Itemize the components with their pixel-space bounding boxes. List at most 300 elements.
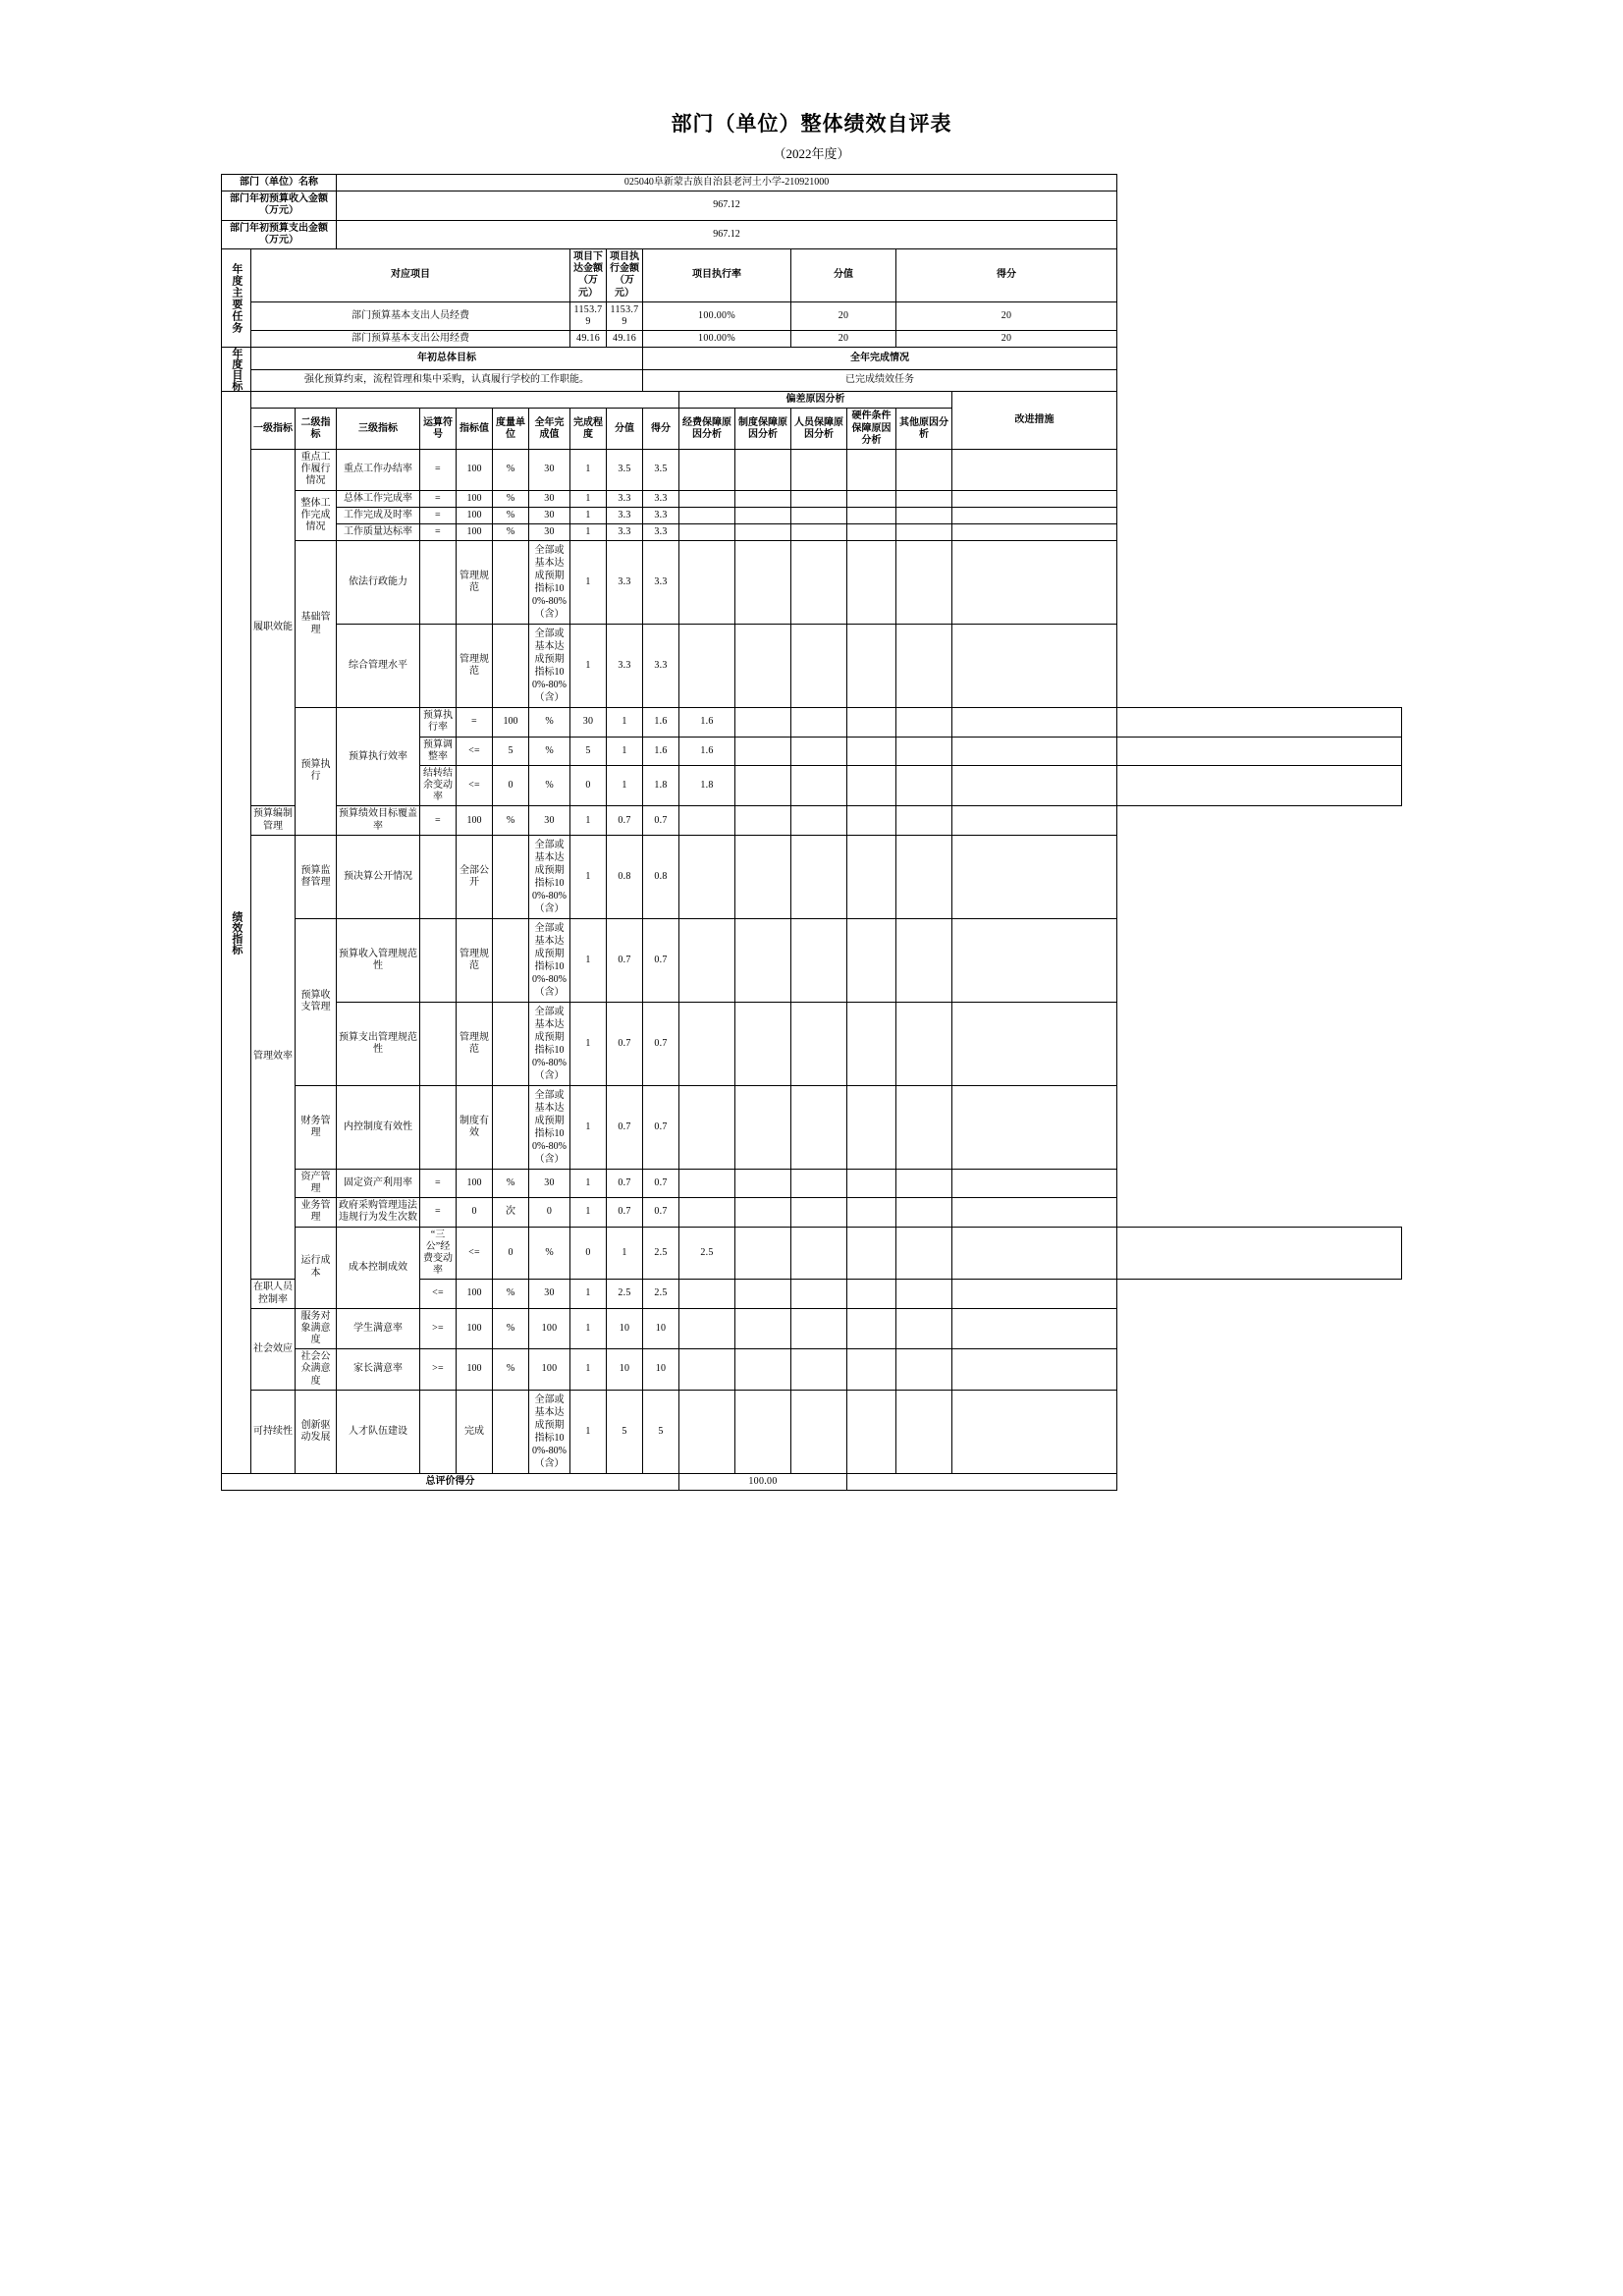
col-operator: 运算符号 <box>420 409 457 450</box>
deviation-funding-cell <box>679 490 735 507</box>
deviation-hardware-cell <box>847 1280 896 1308</box>
indicator-operator: <= <box>457 1227 493 1280</box>
indicator-target-value: 100 <box>457 1280 493 1308</box>
deviation-funding-cell <box>679 541 735 625</box>
indicator-score-value: 0.8 <box>607 835 643 918</box>
indicator-target-value: 100 <box>493 708 529 737</box>
deviation-staff-cell <box>791 835 847 918</box>
deviation-system-cell <box>791 765 847 806</box>
indicator-unit <box>493 835 529 918</box>
indicator-operator: = <box>420 507 457 523</box>
deviation-hardware-cell <box>847 1308 896 1349</box>
col-completion-degree: 完成程度 <box>570 409 607 450</box>
indicator-actual-value: 30 <box>570 708 607 737</box>
deviation-other-cell <box>896 1308 952 1349</box>
indicator-row <box>222 625 1402 708</box>
deviation-system-cell <box>735 523 791 540</box>
indicator-score: 0.7 <box>643 1198 679 1227</box>
col-deviation-funding: 经费保障原因分析 <box>679 409 735 450</box>
deviation-staff-cell <box>791 1349 847 1391</box>
deviation-system-cell <box>735 507 791 523</box>
indicator-table-row-label <box>222 392 251 1474</box>
deviation-system-cell <box>735 450 791 491</box>
indicator-score-value: 1.6 <box>643 737 679 765</box>
improvement-measures-cell <box>952 1280 1117 1308</box>
indicator-level1: 履职效能 <box>251 450 296 806</box>
deviation-funding-cell <box>735 737 791 765</box>
indicator-score: 3.3 <box>643 523 679 540</box>
indicator-row <box>222 1227 1402 1280</box>
col-score: 得分 <box>896 248 1117 301</box>
deviation-hardware-cell <box>847 541 896 625</box>
indicator-unit: % <box>529 1227 570 1280</box>
indicator-score: 3.5 <box>643 450 679 491</box>
indicator-score: 0.7 <box>643 1169 679 1197</box>
indicator-level3: 预算调整率 <box>420 737 457 765</box>
indicator-level2: 整体工作完成情况 <box>296 490 337 541</box>
indicator-actual-value: 100 <box>529 1308 570 1349</box>
indicator-completion-degree: 1 <box>570 835 607 918</box>
deviation-hardware-cell <box>847 625 896 708</box>
indicator-unit: % <box>493 523 529 540</box>
deviation-hardware-cell <box>847 918 896 1002</box>
indicator-operator: = <box>420 806 457 835</box>
deviation-other-cell <box>952 708 1117 737</box>
indicator-completion-degree: 1 <box>607 765 643 806</box>
main-task-row <box>222 301 1402 330</box>
indicator-score-value: 0.7 <box>607 918 643 1002</box>
deviation-funding-cell <box>679 1169 735 1197</box>
indicator-level3: 学生满意率 <box>337 1308 420 1349</box>
indicator-operator: = <box>420 1198 457 1227</box>
indicator-target-value: 制度有效 <box>457 1085 493 1169</box>
indicator-operator <box>420 835 457 918</box>
indicator-target-value: 管理规范 <box>457 625 493 708</box>
indicator-level2: 重点工作履行情况 <box>296 450 337 491</box>
indicator-score-value: 0.7 <box>607 1169 643 1197</box>
total-score-value: 100.00 <box>679 1473 847 1490</box>
indicator-actual-value: 5 <box>570 737 607 765</box>
indicator-operator: = <box>420 490 457 507</box>
indicator-level3: 预算收入管理规范性 <box>337 918 420 1002</box>
deviation-system-cell <box>735 1349 791 1391</box>
deviation-staff-cell <box>791 1198 847 1227</box>
total-score-label: 总评价得分 <box>222 1473 679 1490</box>
deviation-system-cell <box>791 1227 847 1280</box>
indicator-row <box>222 490 1402 507</box>
indicator-actual-value: 0 <box>529 1198 570 1227</box>
indicator-unit: % <box>529 737 570 765</box>
indicator-level2: 预算监督管理 <box>296 835 337 918</box>
deviation-system-cell <box>735 1198 791 1227</box>
main-task-project: 部门预算基本支出公用经费 <box>251 331 570 348</box>
indicator-unit: % <box>493 806 529 835</box>
deviation-system-cell <box>735 541 791 625</box>
performance-self-evaluation-table <box>221 174 1402 1491</box>
header-info-value: 967.12 <box>337 220 1117 248</box>
indicator-completion-degree: 1 <box>570 1390 607 1473</box>
indicator-score: 0.7 <box>643 1085 679 1169</box>
header-info-row <box>222 191 1402 220</box>
indicator-level3: 结转结余变动率 <box>420 765 457 806</box>
indicator-level3: 工作完成及时率 <box>337 507 420 523</box>
indicator-level1: 运行成本 <box>296 1227 337 1308</box>
indicator-level2: 财务管理 <box>296 1085 337 1169</box>
indicator-target-value: 100 <box>457 1308 493 1349</box>
indicator-row <box>222 450 1402 491</box>
deviation-funding-cell <box>679 1349 735 1391</box>
page-subtitle: （2022年度） <box>773 146 850 161</box>
deviation-funding-cell <box>679 835 735 918</box>
col-unit: 度量单位 <box>493 409 529 450</box>
main-task-executed: 49.16 <box>607 331 643 348</box>
indicator-actual-value: 全部或基本达成预期指标100%-80%（含） <box>529 918 570 1002</box>
indicator-target-value: 100 <box>457 806 493 835</box>
indicator-score: 1.6 <box>679 737 735 765</box>
indicator-actual-value: 全部或基本达成预期指标100%-80%（含） <box>529 1085 570 1169</box>
indicator-group-header-row <box>222 392 1402 409</box>
indicator-target-value: 100 <box>457 1349 493 1391</box>
improvement-measures-cell <box>1117 708 1402 737</box>
deviation-other-cell <box>896 490 952 507</box>
deviation-funding-cell <box>679 1198 735 1227</box>
indicator-actual-value: 30 <box>529 806 570 835</box>
improvement-measures-cell <box>952 835 1117 918</box>
indicator-level3: 预算执行率 <box>420 708 457 737</box>
deviation-group-header: 偏差原因分析 <box>679 392 952 409</box>
deviation-hardware-cell <box>847 1198 896 1227</box>
indicator-score: 10 <box>643 1349 679 1391</box>
deviation-other-cell <box>896 507 952 523</box>
indicator-target-value: 100 <box>457 1169 493 1197</box>
deviation-staff-cell <box>791 918 847 1002</box>
annual-goal-row-label-text: 年度目标 <box>230 348 243 392</box>
indicator-score: 10 <box>643 1308 679 1349</box>
deviation-hardware-cell <box>896 765 952 806</box>
improvement-measures-cell <box>952 806 1117 835</box>
col-issued-amount <box>570 248 607 301</box>
main-task-rate: 100.00% <box>643 331 791 348</box>
deviation-hardware-cell <box>847 1390 896 1473</box>
indicator-operator <box>420 1002 457 1085</box>
indicator-target-value: 0 <box>493 765 529 806</box>
deviation-hardware-cell <box>847 523 896 540</box>
deviation-system-cell <box>735 1390 791 1473</box>
indicator-score-value: 1.8 <box>643 765 679 806</box>
main-task-row <box>222 331 1402 348</box>
indicator-level2: 社会公众满意度 <box>296 1349 337 1391</box>
deviation-staff-cell <box>791 490 847 507</box>
deviation-system-cell <box>735 1280 791 1308</box>
main-task-project: 部门预算基本支出人员经费 <box>251 301 570 330</box>
deviation-funding-cell <box>679 1002 735 1085</box>
deviation-system-cell <box>735 918 791 1002</box>
indicator-score: 0.7 <box>643 918 679 1002</box>
indicator-level3: 家长满意率 <box>337 1349 420 1391</box>
indicator-completion-degree: 1 <box>570 507 607 523</box>
deviation-staff-cell <box>791 1308 847 1349</box>
indicator-completion-degree: 1 <box>570 523 607 540</box>
indicator-unit: % <box>529 708 570 737</box>
indicator-operator: <= <box>420 1280 457 1308</box>
total-score-row <box>222 1473 1402 1490</box>
indicator-level2: 预算执行效率 <box>337 708 420 806</box>
indicator-target-value: 完成 <box>457 1390 493 1473</box>
indicator-score-value: 3.3 <box>607 523 643 540</box>
indicator-row <box>222 1198 1402 1227</box>
indicator-score: 5 <box>643 1390 679 1473</box>
indicator-row <box>222 507 1402 523</box>
deviation-funding-cell <box>679 1085 735 1169</box>
indicator-level2: 资产管理 <box>296 1169 337 1197</box>
indicator-actual-value: 100 <box>529 1349 570 1391</box>
deviation-funding-cell <box>679 1390 735 1473</box>
indicator-score-value: 3.3 <box>607 541 643 625</box>
deviation-funding-cell <box>679 450 735 491</box>
deviation-staff-cell <box>791 1169 847 1197</box>
indicator-unit: % <box>493 1280 529 1308</box>
deviation-other-cell <box>896 1349 952 1391</box>
indicator-row <box>222 1308 1402 1349</box>
col-issued-amount-line2: （万元） <box>578 275 599 299</box>
header-info-row <box>222 175 1402 191</box>
indicator-row <box>222 541 1402 625</box>
improvement-measures-cell <box>952 1198 1117 1227</box>
indicator-target-value: 5 <box>493 737 529 765</box>
col-level3-indicator: 三级指标 <box>337 409 420 450</box>
indicator-score: 2.5 <box>643 1280 679 1308</box>
indicator-actual-value: 0 <box>570 765 607 806</box>
deviation-hardware-cell <box>896 1227 952 1280</box>
main-task-score-value: 20 <box>791 331 896 348</box>
deviation-other-cell <box>952 1227 1117 1280</box>
deviation-hardware-cell <box>847 1085 896 1169</box>
deviation-system-cell <box>735 835 791 918</box>
indicator-level2: 成本控制成效 <box>337 1227 420 1308</box>
deviation-hardware-cell <box>847 1169 896 1197</box>
annual-goal-initial-text: 强化预算约束，流程管理和集中采购，认真履行学校的工作职能。 <box>251 369 643 392</box>
indicator-operator: = <box>420 450 457 491</box>
indicator-level1: 管理效率 <box>251 835 296 1280</box>
indicator-unit: 次 <box>493 1198 529 1227</box>
indicator-actual-value: 全部或基本达成预期指标100%-80%（含） <box>529 1002 570 1085</box>
deviation-system-cell <box>735 490 791 507</box>
deviation-other-cell <box>896 806 952 835</box>
main-task-score: 20 <box>896 301 1117 330</box>
main-task-score: 20 <box>896 331 1117 348</box>
main-task-issued: 49.16 <box>570 331 607 348</box>
total-score-blank <box>847 1473 1117 1490</box>
deviation-other-cell <box>896 1280 952 1308</box>
main-tasks-row-label-text: 年度主要任务 <box>230 262 243 334</box>
indicator-level2: 预算编制管理 <box>251 806 296 835</box>
header-info-row <box>222 220 1402 248</box>
deviation-other-cell <box>896 523 952 540</box>
indicator-score-value: 0.7 <box>607 806 643 835</box>
indicator-completion-degree: 1 <box>607 708 643 737</box>
annual-goal-header-row <box>222 348 1402 370</box>
indicator-score-value: 10 <box>607 1349 643 1391</box>
improvement-measures-cell <box>1117 765 1402 806</box>
annual-goal-completion-text: 已完成绩效任务 <box>643 369 1117 392</box>
indicator-completion-degree: 1 <box>570 918 607 1002</box>
indicator-operator <box>420 625 457 708</box>
indicator-level3: 预算支出管理规范性 <box>337 1002 420 1085</box>
indicator-completion-degree: 1 <box>607 737 643 765</box>
deviation-funding-cell <box>679 806 735 835</box>
col-deviation-staff: 人员保障原因分析 <box>791 409 847 450</box>
indicator-table-row-label-text: 绩效指标 <box>230 910 243 955</box>
col-actual-value: 全年完成值 <box>529 409 570 450</box>
deviation-staff-cell <box>791 450 847 491</box>
main-task-issued: 1153.79 <box>570 301 607 330</box>
header-info-label: 部门年初预算支出金额（万元） <box>222 220 337 248</box>
deviation-system-cell <box>735 1002 791 1085</box>
header-info-value: 967.12 <box>337 191 1117 220</box>
indicator-actual-value: 30 <box>529 1280 570 1308</box>
indicator-score-value: 3.3 <box>607 490 643 507</box>
indicator-score-value: 2.5 <box>643 1227 679 1280</box>
improvement-measures-cell <box>952 918 1117 1002</box>
deviation-other-cell <box>896 541 952 625</box>
improvement-measures-cell <box>952 1085 1117 1169</box>
deviation-staff-cell <box>791 1002 847 1085</box>
deviation-funding-cell <box>679 1280 735 1308</box>
deviation-staff-cell <box>847 737 896 765</box>
annual-goal-row-label <box>222 348 251 392</box>
indicator-target-value: 100 <box>457 523 493 540</box>
indicator-completion-degree: 1 <box>570 1169 607 1197</box>
indicator-target-value: 管理规范 <box>457 1002 493 1085</box>
indicator-level3: 预决算公开情况 <box>337 835 420 918</box>
deviation-hardware-cell <box>847 835 896 918</box>
deviation-funding-cell <box>735 765 791 806</box>
deviation-system-cell <box>735 1085 791 1169</box>
improvement-measures-cell <box>952 490 1117 507</box>
main-task-executed: 1153.79 <box>607 301 643 330</box>
indicator-unit: % <box>493 1308 529 1349</box>
deviation-system-cell <box>791 737 847 765</box>
indicator-target-value: 管理规范 <box>457 918 493 1002</box>
indicator-score: 0.8 <box>643 835 679 918</box>
deviation-hardware-cell <box>847 1349 896 1391</box>
indicator-score-value: 3.3 <box>607 625 643 708</box>
indicator-score: 1.8 <box>679 765 735 806</box>
indicator-completion-degree: 1 <box>570 1002 607 1085</box>
improvement-measures-cell <box>952 1002 1117 1085</box>
deviation-hardware-cell <box>896 708 952 737</box>
improvement-measures-cell <box>952 450 1117 491</box>
indicator-actual-value: 全部或基本达成预期指标100%-80%（含） <box>529 835 570 918</box>
improvement-measures-cell <box>952 1308 1117 1349</box>
deviation-hardware-cell <box>896 737 952 765</box>
indicator-completion-degree: 1 <box>570 1085 607 1169</box>
indicator-score: 3.3 <box>643 541 679 625</box>
indicator-score-value: 1.6 <box>643 708 679 737</box>
deviation-system-cell <box>735 806 791 835</box>
indicator-completion-degree: 1 <box>570 450 607 491</box>
main-tasks-row-label <box>222 248 251 347</box>
col-score-value: 分值 <box>791 248 896 301</box>
indicator-score-value: 3.5 <box>607 450 643 491</box>
indicator-unit: % <box>493 1169 529 1197</box>
deviation-other-cell <box>896 1002 952 1085</box>
deviation-other-cell <box>896 835 952 918</box>
indicator-completion-degree: 1 <box>570 1280 607 1308</box>
indicator-level3: 依法行政能力 <box>337 541 420 625</box>
indicator-operator: >= <box>420 1349 457 1391</box>
indicator-level1: 预算执行 <box>296 708 337 836</box>
deviation-staff-cell <box>791 625 847 708</box>
indicator-actual-value: 30 <box>529 450 570 491</box>
indicator-operator <box>420 1390 457 1473</box>
indicator-target-value: 100 <box>457 450 493 491</box>
col-target-value: 指标值 <box>457 409 493 450</box>
indicator-score: 3.3 <box>643 625 679 708</box>
deviation-funding-cell <box>679 507 735 523</box>
indicator-row <box>222 918 1402 1002</box>
indicator-level3: 工作质量达标率 <box>337 523 420 540</box>
deviation-staff-cell <box>847 708 896 737</box>
indicator-actual-value: 30 <box>529 490 570 507</box>
indicator-level3: 固定资产利用率 <box>337 1169 420 1197</box>
col-deviation-system: 制度保障原因分析 <box>735 409 791 450</box>
indicator-row <box>222 708 1402 737</box>
header-info-label: 部门年初预算收入金额（万元） <box>222 191 337 220</box>
indicator-actual-value: 30 <box>529 1169 570 1197</box>
indicator-operator: = <box>420 1169 457 1197</box>
indicator-level1: 社会效应 <box>251 1308 296 1390</box>
improvement-measures-cell <box>952 1169 1117 1197</box>
indicator-operator: <= <box>457 737 493 765</box>
indicator-level2: 业务管理 <box>296 1198 337 1227</box>
improvement-measures-cell <box>1117 737 1402 765</box>
indicator-score-value: 10 <box>607 1308 643 1349</box>
improvement-measures-cell <box>952 541 1117 625</box>
deviation-system-cell <box>735 625 791 708</box>
indicator-score-value: 3.3 <box>607 507 643 523</box>
indicator-level3: 预算绩效目标覆盖率 <box>337 806 420 835</box>
deviation-hardware-cell <box>847 450 896 491</box>
indicator-score-value: 0.7 <box>607 1085 643 1169</box>
deviation-funding-cell <box>735 1227 791 1280</box>
deviation-staff-cell <box>791 523 847 540</box>
deviation-staff-cell <box>791 1280 847 1308</box>
indicator-score-value: 2.5 <box>607 1280 643 1308</box>
indicator-unit <box>493 1002 529 1085</box>
indicator-target-value: 100 <box>457 490 493 507</box>
improvement-measures-cell <box>1117 1227 1402 1280</box>
indicator-completion-degree: 1 <box>607 1227 643 1280</box>
indicator-actual-value: 全部或基本达成预期指标100%-80%（含） <box>529 541 570 625</box>
indicator-target-value: 管理规范 <box>457 541 493 625</box>
deviation-funding-cell <box>735 708 791 737</box>
deviation-hardware-cell <box>847 490 896 507</box>
indicator-operator <box>420 918 457 1002</box>
indicator-score: 2.5 <box>679 1227 735 1280</box>
deviation-funding-cell <box>679 625 735 708</box>
deviation-other-cell <box>896 1169 952 1197</box>
col-execution-rate: 项目执行率 <box>643 248 791 301</box>
header-info-label: 部门（单位）名称 <box>222 175 337 191</box>
indicator-completion-degree: 1 <box>570 806 607 835</box>
indicator-operator <box>420 1085 457 1169</box>
indicator-score: 0.7 <box>643 806 679 835</box>
improvement-measures-cell <box>952 523 1117 540</box>
indicator-column-header-row <box>222 409 1402 450</box>
col-executed-amount-line2: （万元） <box>615 275 635 299</box>
main-task-score-value: 20 <box>791 301 896 330</box>
